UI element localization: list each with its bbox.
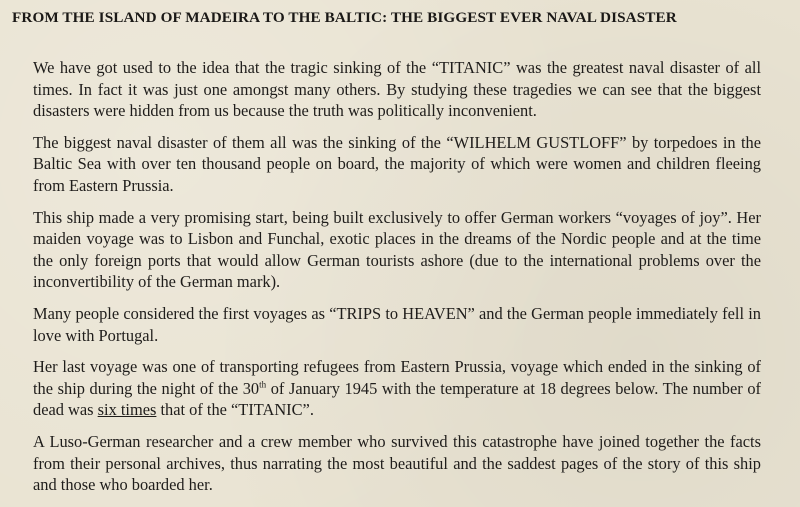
article-body <box>33 57 761 496</box>
paragraph-5-part-b: of January 1945 with the temperature at 18 degrees below. The number of dead was <box>33 378 761 420</box>
paragraph-5 <box>33 356 761 421</box>
headline: FROM THE ISLAND OF MADEIRA TO THE BALTIC: THE BIGGEST EVER NAVAL DISASTER <box>12 9 677 26</box>
paragraph-2: The biggest naval disaster of them all was the sinking of the “WILHELM GUSTLOFF” by torpedoes in the Baltic Sea with over ten thousand people on board, the majority of which were women and children fleeing from Eastern Prussia. <box>33 132 761 195</box>
underlined-emphasis: six times <box>97 400 157 420</box>
paragraph-3: This ship made a very promising start, being built exclusively to offer German workers “voyages of joy”. Her maiden voyage was to Lisbon and Funchal, exotic places in the dreams of the Nordic people and at the time the only foreign ports that would allow German tourists ashore (due to the international problems over the inconvertibility of the German mark). <box>33 207 761 292</box>
paragraph-4: Many people considered the first voyages as “TRIPS to HEAVEN” and the German people immediately fell in love with Portugal. <box>33 303 761 345</box>
paragraph-5-part-a: Her last voyage was one of transporting refugees from Eastern Prussia, voyage which ended in the sinking of the ship during the night of the 30 <box>33 357 761 398</box>
paragraph-6: A Luso-German researcher and a crew member who survived this catastrophe have joined together the facts from their personal archives, thus narrating the most beautiful and the saddest pages of the story of this ship and those who boarded her. <box>33 431 761 495</box>
ordinal-suffix: th <box>259 379 267 390</box>
paragraph-1: We have got used to the idea that the tragic sinking of the “TITANIC” was the greatest naval disaster of all times. In fact it was just one amongst many others. By studying these tragedies we can see that the biggest disasters were hidden from us because the truth was politically inconvenient. <box>33 58 761 121</box>
paragraph-5-part-c: that of the “TITANIC”. <box>156 400 314 420</box>
